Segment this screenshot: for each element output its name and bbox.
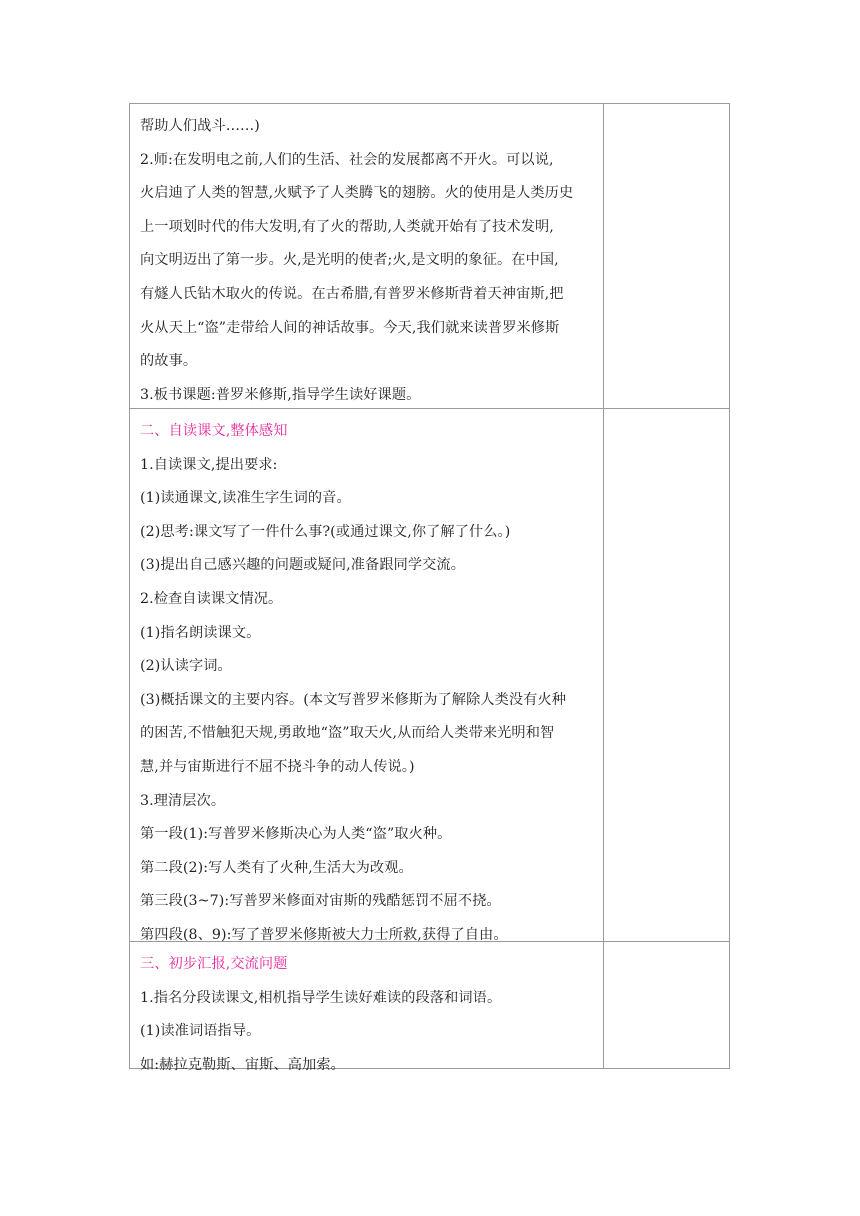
text-line: 1.指名分段读课文,相机指导学生读好难读的段落和词语。: [140, 989, 502, 1006]
section-heading: 三、初步汇报,交流问题: [140, 956, 288, 972]
section-heading: 二、自读课文,整体感知: [140, 423, 288, 439]
section-2-body: [130, 409, 603, 941]
text-line: (3)提出自己感兴趣的问题或疑问,准备跟同学交流。: [140, 557, 466, 574]
text-line: 3.理清层次。: [140, 792, 226, 809]
text-line: 向文明迈出了第一步。火,是光明的使者;火,是文明的象征。在中国,: [140, 252, 559, 269]
content-cell: [130, 104, 604, 409]
text-line: (3)概括课文的主要内容。(本文写普罗米修斯为了解除人类没有火种: [140, 691, 567, 708]
text-line: 如:赫拉克勒斯、宙斯、高加索。: [140, 1056, 345, 1073]
content-cell: [130, 409, 604, 942]
notes-cell: [603, 104, 729, 409]
section-3-body: [130, 942, 603, 1073]
text-line: 第一段(1):写普罗米修斯决心为人类“盗”取火种。: [140, 826, 452, 843]
text-line: 2.检查自读课文情况。: [140, 590, 283, 607]
lesson-plan-table: [129, 103, 730, 1073]
table-row: [130, 104, 730, 409]
notes-cell: [603, 409, 729, 942]
text-line: 第四段(8、9):写了普罗米修斯被大力士所救,获得了自由。: [140, 926, 508, 943]
text-line: 的故事。: [140, 353, 198, 370]
section-1-body: [130, 104, 603, 408]
text-line: 1.自读课文,提出要求:: [140, 456, 278, 473]
content-cell: [130, 942, 604, 1073]
table-row: [130, 409, 730, 942]
text-line: 的困苦,不惜触犯天规,勇敢地“盗”取天火,从而给人类带来光明和智: [140, 725, 555, 742]
text-line: 3.板书课题:普罗米修斯,指导学生读好课题。: [140, 386, 421, 403]
text-line: 火从天上“盗”走带给人间的神话故事。今天,我们就来读普罗米修斯: [140, 319, 560, 336]
text-line: 火启迪了人类的智慧,火赋予了人类腾飞的翅膀。火的使用是人类历史: [140, 185, 574, 202]
notes-cell: [603, 942, 729, 1069]
text-line: 有燧人氏钻木取火的传说。在古希腊,有普罗米修斯背着天神宙斯,把: [140, 285, 564, 302]
text-line: (2)认读字词。: [140, 658, 232, 675]
text-line: 慧,并与宙斯进行不屈不挠斗争的动人传说。): [140, 758, 415, 775]
text-line: (1)指名朗读课文。: [140, 624, 261, 641]
text-line: (2)思考:课文写了一件什么事?(或通过课文,你了解了什么。): [140, 523, 511, 540]
text-line: 上一项划时代的伟大发明,有了火的帮助,人类就开始有了技术发明,: [140, 218, 554, 235]
text-line: (1)读准词语指导。: [140, 1023, 261, 1040]
text-line: 帮助人们战斗……): [140, 118, 260, 134]
text-line: 第二段(2):写人类有了火种,生活大为改观。: [140, 859, 413, 876]
table-row: [130, 942, 730, 1069]
text-line: 第三段(3~7):写普罗米修面对宙斯的残酷惩罚不屈不挠。: [140, 893, 501, 910]
text-line: (1)读通课文,读准生字生词的音。: [140, 490, 351, 507]
text-line: 2.师:在发明电之前,人们的生活、社会的发展都离不开火。可以说,: [140, 151, 554, 168]
